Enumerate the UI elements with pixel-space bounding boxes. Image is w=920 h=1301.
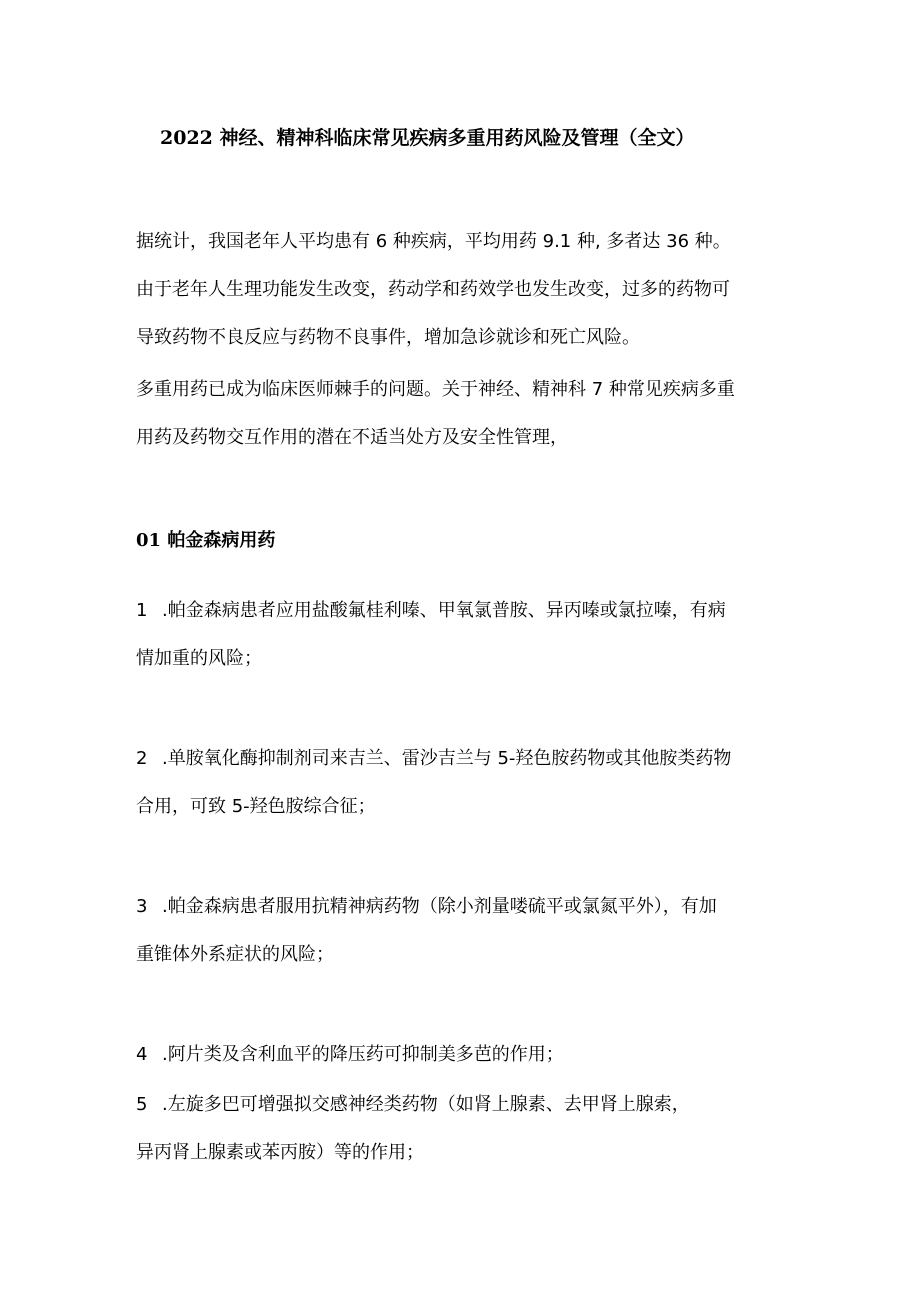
document-title: 2022 神经、精神科临床常见疾病多重用药风险及管理（全文） bbox=[160, 127, 695, 149]
list-item-1-line-1 bbox=[136, 598, 726, 624]
list-item-number: 3 bbox=[136, 896, 148, 917]
list-item-text: .阿片类及含利血平的降压药可抑制美多芭的作用； bbox=[162, 1044, 564, 1065]
list-item-text: .单胺氧化酶抑制剂司来吉兰、雷沙吉兰与 5-羟色胺药物或其他胺类药物 bbox=[162, 748, 732, 769]
list-item-number: 1 bbox=[136, 600, 148, 621]
list-item-3-line-2: 重锥体外系症状的风险； bbox=[136, 944, 334, 965]
list-item-2-line-1 bbox=[136, 746, 731, 772]
list-item-2-line-2: 合用，可致 5-羟色胺综合征； bbox=[136, 796, 376, 817]
intro-paragraph-1-line-1: 据统计，我国老年人平均患有 6 种疾病，平均用药 9.1 种, 多者达 36 种。 bbox=[136, 231, 731, 252]
list-item-4-line-1 bbox=[136, 1042, 564, 1068]
list-item-text: .帕金森病患者服用抗精神病药物（除小剂量喽硫平或氯氮平外），有加 bbox=[162, 896, 717, 917]
intro-paragraph-2-line-1: 多重用药已成为临床医师棘手的问题。关于神经、精神科 7 种常见疾病多重 bbox=[136, 379, 735, 400]
list-item-text: .左旋多巴可增强拟交感神经类药物（如肾上腺素、去甲肾上腺索， bbox=[162, 1094, 690, 1115]
list-item-5-line-2: 异丙肾上腺素或苯丙胺）等的作用； bbox=[136, 1142, 424, 1163]
list-item-text: .帕金森病患者应用盐酸氟桂利嗪、甲氧氯普胺、异丙嗪或氯拉嗪，有病 bbox=[162, 600, 726, 621]
list-item-number: 5 bbox=[136, 1094, 148, 1115]
intro-paragraph-2-line-2: 用药及药物交互作用的潜在不适当处方及安全性管理， bbox=[136, 427, 568, 448]
intro-paragraph-1-line-3: 导致药物不良反应与药物不良事件，增加急诊就诊和死亡风险。 bbox=[136, 327, 640, 348]
intro-paragraph-1-line-2: 由于老年人生理功能发生改变，药动学和药效学也发生改变，过多的药物可 bbox=[136, 279, 730, 300]
list-item-1-line-2: 情加重的风险； bbox=[136, 648, 262, 669]
section-heading-parkinsons: 01 帕金森病用药 bbox=[136, 530, 276, 551]
list-item-number: 2 bbox=[136, 748, 148, 769]
list-item-5-line-1 bbox=[136, 1092, 690, 1118]
list-item-3-line-1 bbox=[136, 894, 717, 920]
list-item-number: 4 bbox=[136, 1044, 148, 1065]
